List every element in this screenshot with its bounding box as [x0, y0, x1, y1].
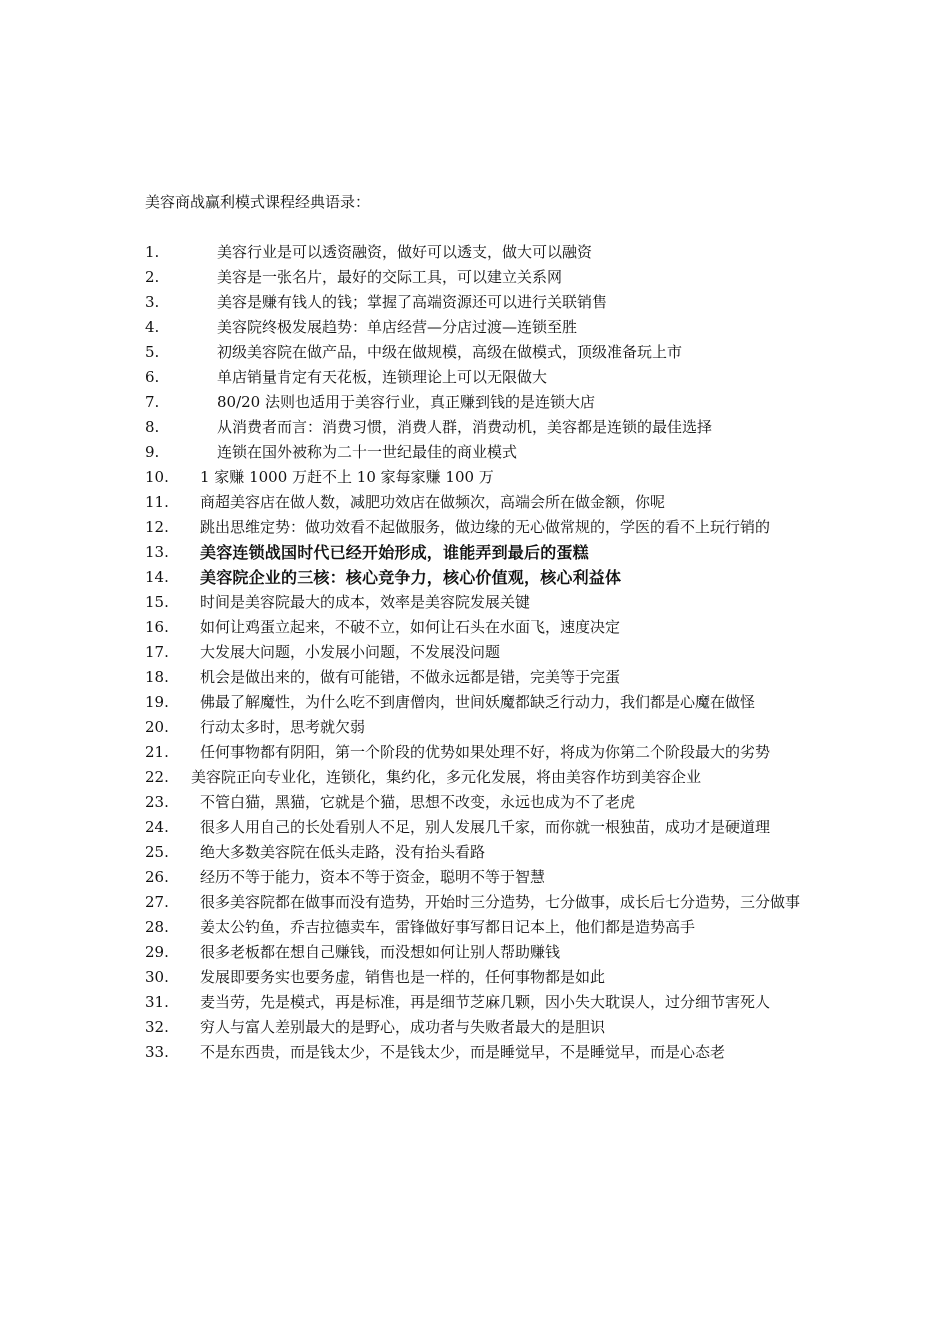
quote-item: [145, 865, 810, 890]
quote-text: 绝大多数美容院在低头走路，没有抬头看路: [200, 843, 486, 861]
quote-number: 22.: [145, 768, 169, 786]
quote-number: 28.: [145, 918, 169, 936]
quote-number: 2.: [145, 268, 160, 286]
quote-number: 23.: [145, 793, 169, 811]
quote-number: 8.: [145, 418, 160, 436]
quote-text: 姜太公钓鱼，乔吉拉德卖车，雷锋做好事写都日记本上，他们都是造势高手: [200, 918, 696, 936]
quote-text: 机会是做出来的，做有可能错，不做永远都是错，完美等于完蛋: [200, 668, 621, 686]
quote-item: [145, 315, 810, 340]
quote-item: [145, 765, 810, 790]
quote-text: 发展即要务实也要务虚，销售也是一样的，任何事物都是如此: [200, 968, 606, 986]
quote-item: [145, 815, 810, 840]
quote-number: 26.: [145, 868, 169, 886]
quote-item: [145, 240, 810, 265]
quote-item: [145, 290, 810, 315]
quote-item: [145, 665, 810, 690]
quote-list: [145, 240, 810, 1065]
quote-text: 任何事物都有阴阳，第一个阶段的优势如果处理不好，将成为你第二个阶段最大的劣势: [200, 743, 771, 761]
quote-text: 时间是美容院最大的成本，效率是美容院发展关键: [200, 593, 531, 611]
document-title: 美容商战赢利模式课程经典语录：: [145, 193, 371, 211]
quote-number: 7.: [145, 393, 160, 411]
quote-text: 商超美容店在做人数，减肥功效店在做频次，高端会所在做金额，你呢: [200, 493, 666, 511]
quote-text: 跳出思维定势：做功效看不起做服务，做边缘的无心做常规的，学医的看不上玩行销的: [200, 518, 771, 536]
quote-item: [145, 490, 810, 515]
quote-text: 如何让鸡蛋立起来，不破不立，如何让石头在水面飞，速度决定: [200, 618, 621, 636]
quote-text: 美容院企业的三核：核心竞争力，核心价值观，核心利益体: [200, 568, 622, 587]
quote-number: 14.: [145, 568, 169, 586]
quote-text: 麦当劳，先是模式，再是标准，再是细节芝麻几颗，因小失大耽误人，过分细节害死人: [200, 993, 771, 1011]
quote-text: 从消费者而言：消费习惯，消费人群，消费动机，美容都是连锁的最佳选择: [217, 418, 713, 436]
quote-number: 9.: [145, 443, 160, 461]
quote-item: [145, 715, 810, 740]
quote-number: 10.: [145, 468, 169, 486]
quote-item: [145, 740, 810, 765]
quote-number: 20.: [145, 718, 169, 736]
quote-number: 1.: [145, 243, 160, 261]
quote-item: [145, 690, 810, 715]
quote-text: 很多老板都在想自己赚钱，而没想如何让别人帮助赚钱: [200, 943, 561, 961]
quote-text: 美容是赚有钱人的钱；掌握了高端资源还可以进行关联销售: [217, 293, 608, 311]
quote-item: [145, 390, 810, 415]
quote-text: 很多美容院都在做事而没有造势，开始时三分造势，七分做事，成长后七分造势，三分做事: [200, 893, 801, 911]
quote-text: 大发展大问题，小发展小问题，不发展没问题: [200, 643, 501, 661]
quote-text: 佛最了解魔性，为什么吃不到唐僧肉，世间妖魔都缺乏行动力，我们都是心魔在做怪: [200, 693, 756, 711]
quote-item: [145, 840, 810, 865]
quote-item: [145, 590, 810, 615]
quote-text: 美容是一张名片，最好的交际工具，可以建立关系网: [217, 268, 563, 286]
quote-number: 21.: [145, 743, 169, 761]
quote-number: 31.: [145, 993, 169, 1011]
quote-number: 3.: [145, 293, 160, 311]
quote-item: [145, 265, 810, 290]
quote-item: [145, 540, 810, 565]
quote-number: 32.: [145, 1018, 169, 1036]
quote-text: 连锁在国外被称为二十一世纪最佳的商业模式: [217, 443, 518, 461]
quote-item: [145, 790, 810, 815]
quote-text: 初级美容院在做产品，中级在做规模，高级在做模式，顶级准备玩上市: [217, 343, 683, 361]
quote-text: 80/20 法则也适用于美容行业，真正赚到钱的是连锁大店: [217, 393, 595, 411]
quote-text: 美容院终极发展趋势：单店经营—分店过渡—连锁至胜: [217, 318, 578, 336]
quote-number: 24.: [145, 818, 169, 836]
quote-number: 17.: [145, 643, 169, 661]
quote-text: 不是东西贵，而是钱太少，不是钱太少，而是睡觉早，不是睡觉早，而是心态老: [200, 1043, 726, 1061]
quote-number: 30.: [145, 968, 169, 986]
quote-number: 33.: [145, 1043, 169, 1061]
quote-number: 18.: [145, 668, 169, 686]
quote-item: [145, 365, 810, 390]
quote-number: 16.: [145, 618, 169, 636]
quote-text: 美容行业是可以透资融资，做好可以透支，做大可以融资: [217, 243, 593, 261]
quote-item: [145, 1040, 810, 1065]
quote-number: 27.: [145, 893, 169, 911]
quote-number: 5.: [145, 343, 160, 361]
quote-item: [145, 990, 810, 1015]
quote-text: 行动太多时，思考就欠弱: [200, 718, 366, 736]
quote-text: 单店销量肯定有天花板，连锁理论上可以无限做大: [217, 368, 548, 386]
quote-item: [145, 1015, 810, 1040]
quote-text: 穷人与富人差别最大的是野心，成功者与失败者最大的是胆识: [200, 1018, 606, 1036]
quote-item: [145, 965, 810, 990]
quote-number: 6.: [145, 368, 160, 386]
quote-number: 19.: [145, 693, 169, 711]
quote-item: [145, 890, 810, 915]
quote-item: [145, 440, 810, 465]
quote-number: 13.: [145, 543, 169, 561]
quote-item: [145, 940, 810, 965]
quote-text: 美容院正向专业化，连锁化，集约化，多元化发展，将由美容作坊到美容企业: [191, 768, 702, 786]
quote-number: 12.: [145, 518, 169, 536]
quote-number: 25.: [145, 843, 169, 861]
quote-number: 11.: [145, 493, 169, 511]
quote-text: 1 家赚 1000 万赶不上 10 家每家赚 100 万: [200, 468, 494, 486]
quote-text: 不管白猫，黑猫，它就是个猫，思想不改变，永远也成为不了老虎: [200, 793, 636, 811]
quote-item: [145, 465, 810, 490]
quote-item: [145, 415, 810, 440]
quote-item: [145, 515, 810, 540]
quote-text: 美容连锁战国时代已经开始形成，谁能弄到最后的蛋糕: [200, 543, 589, 562]
quote-number: 15.: [145, 593, 169, 611]
quote-text: 很多人用自己的长处看别人不足，别人发展几千家，而你就一根独苗，成功才是硬道理: [200, 818, 771, 836]
quote-text: 经历不等于能力，资本不等于资金，聪明不等于智慧: [200, 868, 546, 886]
quote-number: 4.: [145, 318, 160, 336]
quote-item: [145, 340, 810, 365]
quote-item: [145, 615, 810, 640]
quote-item: [145, 640, 810, 665]
quote-item: [145, 565, 810, 590]
quote-number: 29.: [145, 943, 169, 961]
quote-item: [145, 915, 810, 940]
